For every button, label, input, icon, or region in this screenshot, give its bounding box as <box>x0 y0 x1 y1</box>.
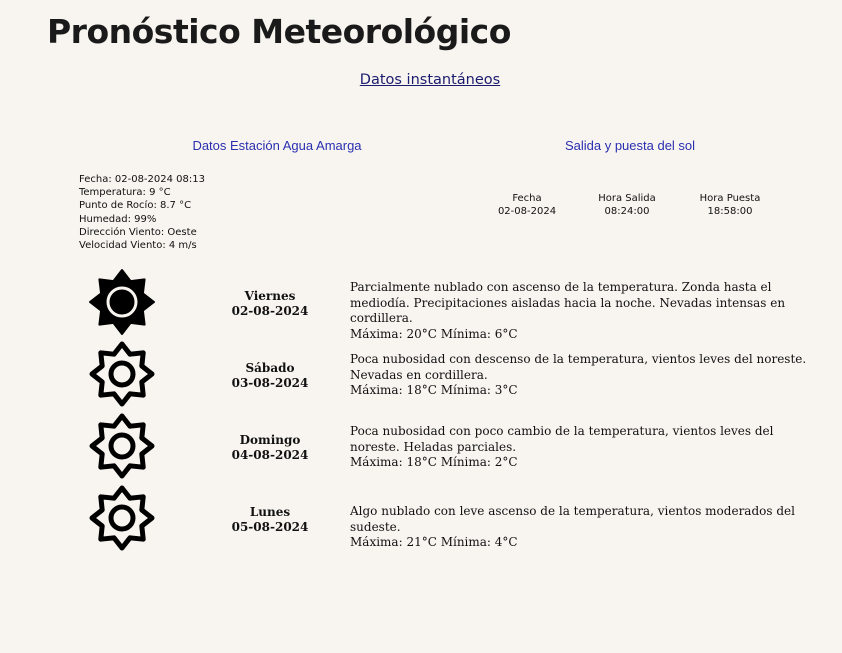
day-label <box>200 505 340 534</box>
forecast-text: Parcialmente nublado con ascenso de la temperatura. Zonda hasta el mediodía. Precipitaciones aisladas hacia la noche. Nevadas intensas en cordillera. <box>350 280 786 325</box>
sun-value-sunrise: 08:24:00 <box>604 206 650 217</box>
day-name: Domingo <box>239 433 301 447</box>
sun-col-sunrise <box>577 192 677 218</box>
station-wind-speed: Velocidad Viento: 4 m/s <box>79 240 197 252</box>
day-date: 04-08-2024 <box>231 447 309 462</box>
forecast-row <box>0 340 842 412</box>
sun-header-date: Fecha <box>512 193 542 204</box>
page-title: Pronóstico Meteorológico <box>47 12 511 51</box>
sun-icon <box>88 340 156 408</box>
day-date: 02-08-2024 <box>231 303 309 318</box>
forecast-minmax: Máxima: 18°C Mínima: 3°C <box>350 383 518 397</box>
day-name: Lunes <box>249 505 291 519</box>
day-label <box>200 433 340 462</box>
station-humidity: Humedad: 99% <box>79 213 157 225</box>
forecast-minmax: Máxima: 21°C Mínima: 4°C <box>350 535 518 549</box>
day-description <box>350 352 810 399</box>
station-date: Fecha: 02-08-2024 08:13 <box>79 174 205 185</box>
forecast-row <box>0 484 842 556</box>
sun-col-sunset <box>680 192 780 218</box>
forecast-minmax: Máxima: 18°C Mínima: 2°C <box>350 455 518 469</box>
instant-data-link[interactable]: Datos instantáneos <box>359 72 501 88</box>
station-wind-direction: Dirección Viento: Oeste <box>79 226 197 238</box>
sun-value-sunset: 18:58:00 <box>707 206 753 217</box>
forecast-minmax: Máxima: 20°C Mínima: 6°C <box>350 326 518 341</box>
day-date: 05-08-2024 <box>231 519 309 534</box>
sun-header-sunrise: Hora Salida <box>598 193 656 204</box>
day-description <box>350 280 810 342</box>
sun-icon <box>88 412 156 480</box>
forecast-text: Poca nubosidad con poco cambio de la temperatura, vientos leves del noreste. Heladas parciales. <box>350 424 774 454</box>
sun-icon <box>88 268 156 336</box>
forecast-text: Poca nubosidad con descenso de la temperatura, vientos leves del noreste. Nevadas en cordillera. <box>350 352 807 382</box>
station-data <box>79 173 205 252</box>
station-temperature: Temperatura: 9 °C <box>79 187 171 199</box>
day-description <box>350 424 810 471</box>
sun-icon <box>88 484 156 552</box>
day-description <box>350 504 810 551</box>
sun-header-sunset: Hora Puesta <box>699 193 761 204</box>
sun-col-date <box>477 192 577 218</box>
sun-value-date: 02-08-2024 <box>497 206 557 217</box>
day-date: 03-08-2024 <box>231 375 309 390</box>
station-dew-point: Punto de Rocío: 8.7 °C <box>79 200 192 212</box>
day-label <box>200 289 340 318</box>
forecast-text: Algo nublado con leve ascenso de la temperatura, vientos moderados del sudeste. <box>350 504 795 534</box>
day-name: Viernes <box>244 289 296 303</box>
day-name: Sábado <box>245 361 295 375</box>
station-title: Datos Estación Agua Amarga <box>192 138 362 153</box>
forecast-row <box>0 268 842 340</box>
day-label <box>200 361 340 390</box>
sun-title: Salida y puesta del sol <box>564 138 696 153</box>
forecast-row <box>0 412 842 484</box>
